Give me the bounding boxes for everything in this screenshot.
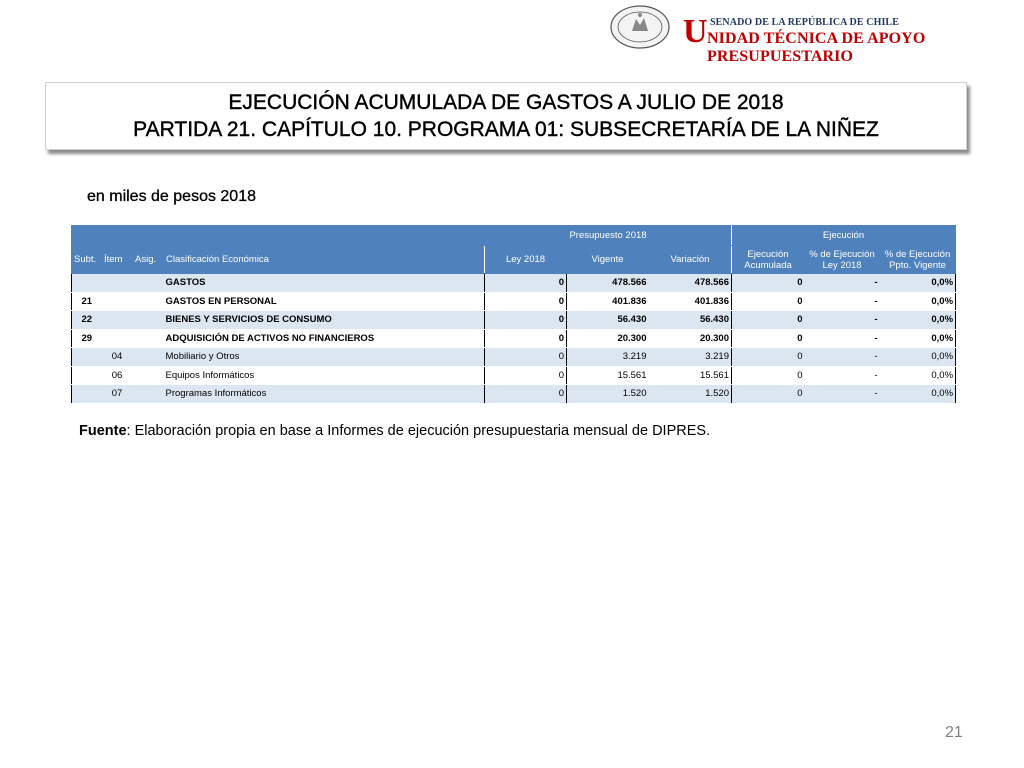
- cell-item: 04: [102, 348, 133, 367]
- cell-pct-ley: -: [805, 292, 880, 311]
- brand-senate-text: SENADO DE LA REPÚBLICA DE CHILE: [710, 17, 899, 28]
- cell-ejec-acum: 0: [732, 274, 805, 293]
- cell-clasificacion: Mobiliario y Otros: [164, 348, 485, 367]
- header-presupuesto: Presupuesto 2018: [485, 226, 732, 246]
- cell-ley: 0: [485, 329, 567, 348]
- cell-item: [102, 292, 133, 311]
- brand-initial: U: [683, 13, 708, 50]
- cell-pct-vigente: 0,0%: [880, 274, 956, 293]
- cell-variacion: 1.520: [649, 385, 732, 404]
- cell-pct-ley: -: [805, 366, 880, 385]
- cell-pct-ley: -: [805, 311, 880, 330]
- cell-asig: [133, 311, 164, 330]
- cell-subt: [72, 366, 102, 385]
- cell-ley: 0: [485, 348, 567, 367]
- col-asig: Asig.: [133, 246, 164, 274]
- cell-vigente: 1.520: [567, 385, 649, 404]
- source-note: [79, 423, 710, 439]
- cell-pct-vigente: 0,0%: [880, 311, 956, 330]
- page-subtitle: PARTIDA 21. CAPÍTULO 10. PROGRAMA 01: SUBSECRETARÍA DE LA NIÑEZ: [133, 118, 879, 141]
- brand-unit-text: NIDAD TÉCNICA DE APOYO PRESUPUESTARIO: [707, 30, 926, 65]
- col-variacion: Variación: [649, 246, 732, 274]
- cell-ley: 0: [485, 274, 567, 293]
- cell-variacion: 3.219: [649, 348, 732, 367]
- cell-clasificacion: ADQUISICIÓN DE ACTIVOS NO FINANCIEROS: [164, 329, 485, 348]
- units-label: en miles de pesos 2018: [87, 188, 256, 205]
- cell-ejec-acum: 0: [732, 311, 805, 330]
- cell-item: 07: [102, 385, 133, 404]
- cell-pct-vigente: 0,0%: [880, 348, 956, 367]
- page-title: EJECUCIÓN ACUMULADA DE GASTOS A JULIO DE 2018: [228, 91, 784, 114]
- cell-clasificacion: BIENES Y SERVICIOS DE CONSUMO: [164, 311, 485, 330]
- cell-ejec-acum: 0: [732, 366, 805, 385]
- col-pct-ley: % de Ejecución Ley 2018: [805, 246, 880, 274]
- cell-asig: [133, 274, 164, 293]
- table-row: [72, 366, 956, 385]
- col-item: Ítem: [102, 246, 133, 274]
- cell-pct-ley: -: [805, 274, 880, 293]
- cell-asig: [133, 329, 164, 348]
- cell-item: [102, 311, 133, 330]
- cell-subt: 22: [72, 311, 102, 330]
- col-clasificacion: Clasificación Económica: [164, 246, 485, 274]
- cell-ley: 0: [485, 311, 567, 330]
- source-text: : Elaboración propia en base a Informes de ejecución presupuestaria mensual de DIPRES.: [126, 423, 711, 439]
- cell-ejec-acum: 0: [732, 329, 805, 348]
- cell-subt: 21: [72, 292, 102, 311]
- cell-variacion: 15.561: [649, 366, 732, 385]
- cell-ley: 0: [485, 292, 567, 311]
- cell-vigente: 20.300: [567, 329, 649, 348]
- cell-asig: [133, 385, 164, 404]
- table-row: [72, 329, 956, 348]
- cell-vigente: 3.219: [567, 348, 649, 367]
- cell-clasificacion: GASTOS: [164, 274, 485, 293]
- cell-subt: [72, 385, 102, 404]
- cell-variacion: 478.566: [649, 274, 732, 293]
- cell-ley: 0: [485, 385, 567, 404]
- header-blank: [72, 226, 485, 246]
- cell-ley: 0: [485, 366, 567, 385]
- cell-variacion: 20.300: [649, 329, 732, 348]
- table-row: [72, 274, 956, 293]
- table-row: [72, 292, 956, 311]
- cell-ejec-acum: 0: [732, 292, 805, 311]
- table-row: [72, 311, 956, 330]
- col-ejec-acum: Ejecución Acumulada: [732, 246, 805, 274]
- cell-subt: 29: [72, 329, 102, 348]
- col-ley: Ley 2018: [485, 246, 567, 274]
- cell-pct-ley: -: [805, 385, 880, 404]
- cell-vigente: 56.430: [567, 311, 649, 330]
- col-vigente: Vigente: [567, 246, 649, 274]
- cell-subt: [72, 274, 102, 293]
- senate-seal-icon: [610, 5, 670, 49]
- cell-item: [102, 329, 133, 348]
- cell-ejec-acum: 0: [732, 385, 805, 404]
- cell-clasificacion: Programas Informáticos: [164, 385, 485, 404]
- cell-pct-ley: -: [805, 329, 880, 348]
- cell-vigente: 15.561: [567, 366, 649, 385]
- table-row: [72, 385, 956, 404]
- cell-pct-vigente: 0,0%: [880, 292, 956, 311]
- cell-vigente: 401.836: [567, 292, 649, 311]
- cell-asig: [133, 348, 164, 367]
- header-ejecucion: Ejecución: [732, 226, 956, 246]
- cell-variacion: 401.836: [649, 292, 732, 311]
- col-subt: Subt.: [72, 246, 102, 274]
- title-box: [45, 82, 967, 150]
- cell-asig: [133, 292, 164, 311]
- cell-ejec-acum: 0: [732, 348, 805, 367]
- cell-subt: [72, 348, 102, 367]
- cell-pct-vigente: 0,0%: [880, 366, 956, 385]
- budget-table: [71, 225, 956, 404]
- cell-pct-vigente: 0,0%: [880, 385, 956, 404]
- cell-vigente: 478.566: [567, 274, 649, 293]
- cell-pct-ley: -: [805, 348, 880, 367]
- cell-clasificacion: Equipos Informáticos: [164, 366, 485, 385]
- cell-pct-vigente: 0,0%: [880, 329, 956, 348]
- cell-item: 06: [102, 366, 133, 385]
- cell-item: [102, 274, 133, 293]
- page-number: 21: [945, 724, 963, 741]
- cell-clasificacion: GASTOS EN PERSONAL: [164, 292, 485, 311]
- cell-variacion: 56.430: [649, 311, 732, 330]
- cell-asig: [133, 366, 164, 385]
- source-label: Fuente: [79, 423, 127, 439]
- col-pct-vigente: % de Ejecución Ppto. Vigente: [880, 246, 956, 274]
- table-row: [72, 348, 956, 367]
